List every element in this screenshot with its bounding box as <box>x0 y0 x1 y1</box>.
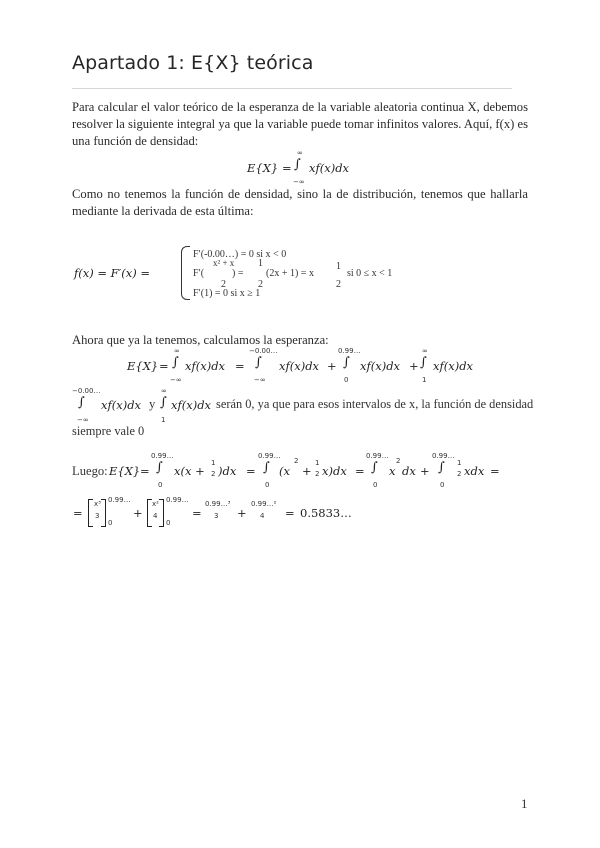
eq5-t2-den: 2 <box>315 470 320 478</box>
integral-sign: ∫ <box>156 460 163 475</box>
eq3-t3: xf(x)dx <box>360 359 401 373</box>
eq6-f1-upper: 0.99… <box>108 496 131 504</box>
piecewise-case-2-start: F′( <box>193 268 205 279</box>
eq5-i1-upper: 0.99… <box>151 452 174 460</box>
eq5-t2-num: 1 <box>315 459 320 467</box>
piecewise-brace <box>181 246 190 300</box>
line4-i2: xf(x)dx <box>171 398 212 412</box>
eq5-t2-sup: 2 <box>294 457 299 465</box>
line4-i1-upper: −0.00… <box>72 387 101 395</box>
eq5-t2a: (x <box>279 464 290 478</box>
eq6-equals-2: = <box>285 506 295 520</box>
eq5-t3a: x <box>389 464 396 478</box>
eq3-t4: xf(x)dx <box>433 359 474 373</box>
eq3-t4-lower: 1 <box>422 376 427 384</box>
eq5-t3-sup: 2 <box>396 457 401 465</box>
eq3-t1-upper: ∞ <box>174 347 180 355</box>
line4-i1-lower: −∞ <box>77 416 89 424</box>
eq6-f1-lower: 0 <box>108 519 113 527</box>
eq3-t2: xf(x)dx <box>279 359 320 373</box>
expectation-result-value: 0.5833… <box>300 506 352 520</box>
eq1-lower-limit: −∞ <box>293 178 305 186</box>
line4-i1: xf(x)dx <box>101 398 142 412</box>
eq3-t1: xf(x)dx <box>185 359 226 373</box>
piecewise-frac2-denominator: 2 <box>336 279 341 290</box>
eq5-equals-4: = <box>490 464 500 478</box>
eq5-equals-2: = <box>246 464 256 478</box>
piecewise-case-2-derivative: (2x + 1) = x <box>266 268 314 279</box>
eq5-t1-num: 1 <box>211 459 216 467</box>
integral-sign: ∫ <box>438 460 445 475</box>
line4-text-2: siempre vale 0 <box>72 424 145 438</box>
eq5-t4b: xdx <box>464 464 485 478</box>
derivative-paragraph: Como no tenemos la función de densidad, sino la de distribución, tenemos que hallarla mediante la derivada de esta última: <box>72 187 528 218</box>
eq2-lhs: f(x) = F′(x) = <box>74 266 151 280</box>
piecewise-frac2-numerator: 1 <box>336 261 341 272</box>
integral-sign: ∫ <box>160 395 167 410</box>
luego-label: Luego: <box>72 464 108 478</box>
line4-i2-lower: 1 <box>161 416 166 424</box>
eq5-plus: + <box>420 464 430 478</box>
eq6-f1-num: x³ <box>94 500 101 508</box>
piecewise-case-2-numerator: x² + x <box>213 258 235 268</box>
eq1-integrand: xf(x)dx <box>309 161 350 175</box>
intro-paragraph: Para calcular el valor teórico de la esperanza de la variable aleatoria continua X, debemos resolver la siguiente integral ya que la variable puede tomar infinitos valores. Aquí, f(x) es una función de densidad: <box>72 100 528 148</box>
integral-sign: ∫ <box>371 460 378 475</box>
piecewise-half-numerator: 1 <box>258 258 263 269</box>
eq5-lhs: E{X} <box>109 464 141 478</box>
eq6-equals-1: = <box>192 506 202 520</box>
piecewise-case-3: F′(1) = 0 si x ≥ 1 <box>193 288 261 299</box>
eq6-r2-num: 0.99…² <box>251 500 277 508</box>
eq6-plus-1: + <box>133 506 143 520</box>
eq5-i3-upper: 0.99… <box>366 452 389 460</box>
eq6-r2-den: 4 <box>260 512 265 520</box>
eq6-r1-den: 3 <box>214 512 219 520</box>
eq3-equals-1: = <box>159 359 169 373</box>
integral-sign: ∫ <box>172 355 179 370</box>
eq6-plus-2: + <box>237 506 247 520</box>
eq1-lhs: E{X} <box>247 161 279 175</box>
eq1-upper-limit: ∞ <box>297 149 303 157</box>
eq3-t3-lower: 0 <box>344 376 349 384</box>
bracket-right <box>101 499 106 527</box>
eq5-t2c: x)dx <box>322 464 347 478</box>
integral-sign: ∫ <box>78 395 85 410</box>
line4-text: serán 0, ya que para esos intervalos de x, la función de densidad <box>216 397 534 411</box>
eq5-equals-1: = <box>140 464 150 478</box>
piecewise-half-denominator: 2 <box>258 279 263 290</box>
eq5-t4-den: 2 <box>457 470 462 478</box>
eq3-t2-lower: −∞ <box>254 376 266 384</box>
eq5-i4-upper: 0.99… <box>432 452 455 460</box>
eq5-i2-lower: 0 <box>265 481 270 489</box>
line4-i2-upper: ∞ <box>161 387 167 395</box>
integral-sign: ∫ <box>343 355 350 370</box>
eq3-equals-2: = <box>235 359 245 373</box>
eq3-t1-lower: −∞ <box>170 376 182 384</box>
eq5-t4-num: 1 <box>457 459 462 467</box>
eq3-plus-1: + <box>327 359 337 373</box>
integral-sign: ∫ <box>420 355 427 370</box>
integral-sign: ∫ <box>255 355 262 370</box>
eq3-lhs: E{X} <box>127 359 159 373</box>
piecewise-case-1: F′(-0.00…) = 0 si x < 0 <box>193 249 287 260</box>
eq5-t2-plus: + <box>302 464 312 478</box>
piecewise-case-2-condition: si 0 ≤ x < 1 <box>347 268 393 279</box>
eq5-t1b: )dx <box>218 464 237 478</box>
eq5-i1-lower: 0 <box>158 481 163 489</box>
eq6-f2-upper: 0.99… <box>166 496 189 504</box>
eq5-i4-lower: 0 <box>440 481 445 489</box>
bracket-left <box>88 499 93 527</box>
integral-sign: ∫ <box>263 460 270 475</box>
eq3-t4-upper: ∞ <box>422 347 428 355</box>
line4-y: y <box>149 397 156 411</box>
heading-underline <box>72 88 512 89</box>
compute-expectation-paragraph: Ahora que ya la tenemos, calculamos la esperanza: <box>72 333 329 347</box>
eq6-f2-lower: 0 <box>166 519 171 527</box>
eq6-r1-num: 0.99…³ <box>205 500 231 508</box>
piecewise-case-2-denominator: 2 <box>221 279 226 290</box>
eq6-f1-den: 3 <box>95 512 100 520</box>
eq5-i2-upper: 0.99… <box>258 452 281 460</box>
eq5-t3b: dx <box>402 464 416 478</box>
eq3-t3-upper: 0.99… <box>338 347 361 355</box>
eq5-t1a: x(x + <box>174 464 205 478</box>
eq3-plus-2: + <box>409 359 419 373</box>
eq1-equals: = <box>282 161 292 175</box>
eq6-equals-0: = <box>73 506 83 520</box>
eq6-f2-den: 4 <box>153 512 158 520</box>
integral-sign: ∫ <box>294 157 301 172</box>
page-number: 1 <box>521 796 528 811</box>
piecewise-case-2-equals: ) = <box>232 268 244 279</box>
bracket-right <box>159 499 164 527</box>
section-heading: Apartado 1: E{X} teórica <box>72 52 314 74</box>
eq5-t1-den: 2 <box>211 470 216 478</box>
eq3-t2-upper: −0.00… <box>249 347 278 355</box>
eq5-equals-3: = <box>355 464 365 478</box>
eq6-f2-num: x² <box>152 500 159 508</box>
eq5-i3-lower: 0 <box>373 481 378 489</box>
